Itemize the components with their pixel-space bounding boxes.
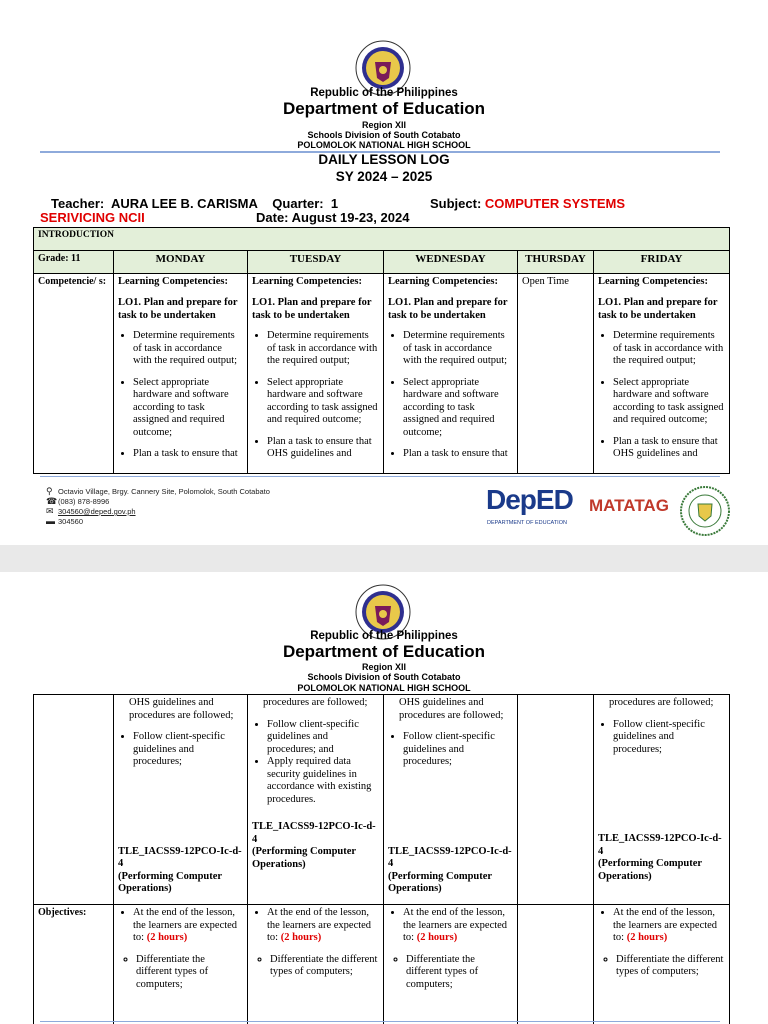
subject-value: COMPUTER SYSTEMS <box>484 196 626 211</box>
day-wednesday: WEDNESDAY <box>384 251 518 274</box>
teacher-name: AURA LEE B. CARISMA <box>110 196 258 211</box>
deped-logo-sub: DEPARTMENT OF EDUCATION <box>487 520 567 526</box>
lesson-table-page1 <box>33 227 730 474</box>
footer-phone: (083) 878-8996 <box>58 497 110 506</box>
school-seal-icon <box>680 486 730 536</box>
lesson-table-page2 <box>33 694 730 1024</box>
footer-id: 304560 <box>58 517 84 526</box>
school-text: POLOMOLOK NATIONAL HIGH SCHOOL <box>297 683 471 693</box>
list-item: • Determine requirements of task in accordance with the required output; <box>613 330 725 368</box>
list-item: • Select appropriate hardware and software according to task assigned and required outcome; <box>613 377 725 427</box>
intro-row: INTRODUCTION <box>34 228 730 251</box>
list-item: • Follow client-specific guidelines and procedures; <box>613 719 725 757</box>
email-icon: ✉ <box>46 506 54 516</box>
list-item: • Plan a task to ensure that <box>133 448 243 461</box>
list-item: • Plan a task to ensure that OHS guidelines and <box>613 436 725 461</box>
day-friday: FRIDAY <box>594 251 730 274</box>
tuesday-objectives <box>248 905 384 1024</box>
page-gap <box>0 545 768 572</box>
list-item: • Follow client-specific guidelines and procedures; <box>403 731 513 769</box>
list-item: • Determine requirements of task in accordance with the required output; <box>267 330 379 368</box>
list-item: • Determine requirements of task in accordance with the required output; <box>403 330 513 368</box>
objectives-label: Objectives: <box>34 905 114 1024</box>
list-item: • At the end of the lesson, the learners are expected to: (2 hours) <box>267 907 379 945</box>
wednesday-objectives <box>384 905 518 1024</box>
phone-icon: ☎ <box>46 496 58 506</box>
day-thursday: THURSDAY <box>518 251 594 274</box>
monday-objectives <box>114 905 248 1024</box>
location-icon: ⚲ <box>46 486 53 496</box>
list-item: • Determine requirements of task in accordance with the required output; <box>133 330 243 368</box>
list-item: • Apply required data security guidelines in accordance with existing procedures. <box>267 756 379 806</box>
list-item: • At the end of the lesson, the learners are expected to: (2 hours) <box>133 907 243 945</box>
department-title: Department of Education <box>282 99 486 118</box>
list-item: • At the end of the lesson, the learners are expected to: (2 hours) <box>403 907 513 945</box>
footer-email[interactable]: 304560@deped.gov.ph <box>58 507 136 516</box>
teacher-line: Teacher: AURA LEE B. CARISMA Quarter: 1 <box>51 196 339 211</box>
matatag-logo: MATATAG <box>589 496 669 515</box>
date-value: August 19-23, 2024 <box>291 210 410 225</box>
competencies-cont-label <box>34 695 114 905</box>
list-item: • Select appropriate hardware and software according to task assigned and required outcome; <box>403 377 513 440</box>
friday-objectives <box>594 905 730 1024</box>
republic-text: Republic of the Philippines <box>310 87 458 99</box>
list-item: ◦ Differentiate the different types of computers; <box>406 954 513 992</box>
competencies-label: Competencie/ s: <box>34 274 114 474</box>
republic-text: Republic of the Philippines <box>310 630 458 642</box>
id-icon: ▬ <box>46 516 55 526</box>
page-2 <box>0 572 768 1024</box>
list-item: • Select appropriate hardware and software according to task assigned and required outcome; <box>133 377 243 440</box>
division-text: Schools Division of South Cotabato <box>307 672 461 682</box>
division-text: Schools Division of South Cotabato <box>307 130 461 140</box>
list-item: ◦ Differentiate the different types of computers; <box>616 954 725 979</box>
list-item: • At the end of the lesson, the learners are expected to: (2 hours) <box>613 907 725 945</box>
wednesday-competencies: Learning Competencies: LO1. Plan and prepare for task to be undertaken • Determine requirements of task in accordance with the required output; • Select appropriate hardware and software according to task assigned and required outcome; • Plan a task to ensure that <box>384 274 518 474</box>
list-item: ◦ Differentiate the different types of computers; <box>270 954 379 979</box>
subject-value-cont: SERIVICING NCII <box>40 210 145 225</box>
region-text: Region XII <box>361 662 406 672</box>
thursday-objectives <box>518 905 594 1024</box>
doc-title: DAILY LESSON LOG <box>318 152 450 167</box>
list-item: • Plan a task to ensure that OHS guidelines and <box>267 436 379 461</box>
list-item: ◦ Differentiate the different types of computers; <box>136 954 243 992</box>
footer-rule <box>40 476 720 477</box>
grade-cell: Grade: 11 <box>34 251 114 274</box>
list-item: • Plan a task to ensure that <box>403 448 513 461</box>
list-item: • Select appropriate hardware and software according to task assigned and required outcome; <box>267 377 379 427</box>
footer-rule <box>40 1021 720 1022</box>
subject-line: Subject: COMPUTER SYSTEMS <box>430 196 626 211</box>
thursday-note: Open Time <box>518 274 594 474</box>
monday-competencies: Learning Competencies: LO1. Plan and prepare for task to be undertaken • Determine requirements of task in accordance with the required output; • Select appropriate hardware and software according to task assigned and required outcome; • Plan a task to ensure that <box>114 274 248 474</box>
list-item: • Follow client-specific guidelines and procedures; <box>133 731 243 769</box>
tuesday-competencies: Learning Competencies: LO1. Plan and prepare for task to be undertaken • Determine requirements of task in accordance with the required output; • Select appropriate hardware and software according to task assigned and required outcome; • Plan a task to ensure that OHS guidelines and <box>248 274 384 474</box>
day-monday: MONDAY <box>114 251 248 274</box>
quarter-value: 1 <box>330 196 339 211</box>
date-line: Date: August 19-23, 2024 <box>256 210 410 225</box>
school-text: POLOMOLOK NATIONAL HIGH SCHOOL <box>297 140 471 150</box>
friday-competencies: Learning Competencies: LO1. Plan and prepare for task to be undertaken • Determine requirements of task in accordance with the required output; • Select appropriate hardware and software according to task assigned and required outcome; • Plan a task to ensure that OHS guidelines and <box>594 274 730 474</box>
thursday-cont <box>518 695 594 905</box>
friday-competencies-cont: procedures are followed; • Follow client-specific guidelines and procedures; TLE_IACSS9-12PCO-Ic-d-4 (Performing Computer Operations) <box>594 695 730 905</box>
day-tuesday: TUESDAY <box>248 251 384 274</box>
wednesday-competencies-cont: OHS guidelines and procedures are followed; • Follow client-specific guidelines and procedures; TLE_IACSS9-12PCO-Ic-d-4 (Performing Computer Operations) <box>384 695 518 905</box>
region-text: Region XII <box>361 120 406 130</box>
deped-logo: DepED <box>486 484 573 515</box>
tuesday-competencies-cont: procedures are followed; • Follow client-specific guidelines and procedures; and • Apply required data security guidelines in accordance with existing procedures. TLE_IACSS9-12PCO-Ic-d-4 (Performing Computer Operations) <box>248 695 384 905</box>
department-title: Department of Education <box>282 642 486 661</box>
list-item: • Follow client-specific guidelines and procedures; and <box>267 719 379 757</box>
footer-address: Octavio Village, Brgy. Cannery Site, Polomolok, South Cotabato <box>58 487 270 496</box>
school-year: SY 2024 – 2025 <box>335 169 433 184</box>
monday-competencies-cont: OHS guidelines and procedures are followed; • Follow client-specific guidelines and procedures; TLE_IACSS9-12PCO-Ic-d-4 (Performing Computer Operations) <box>114 695 248 905</box>
